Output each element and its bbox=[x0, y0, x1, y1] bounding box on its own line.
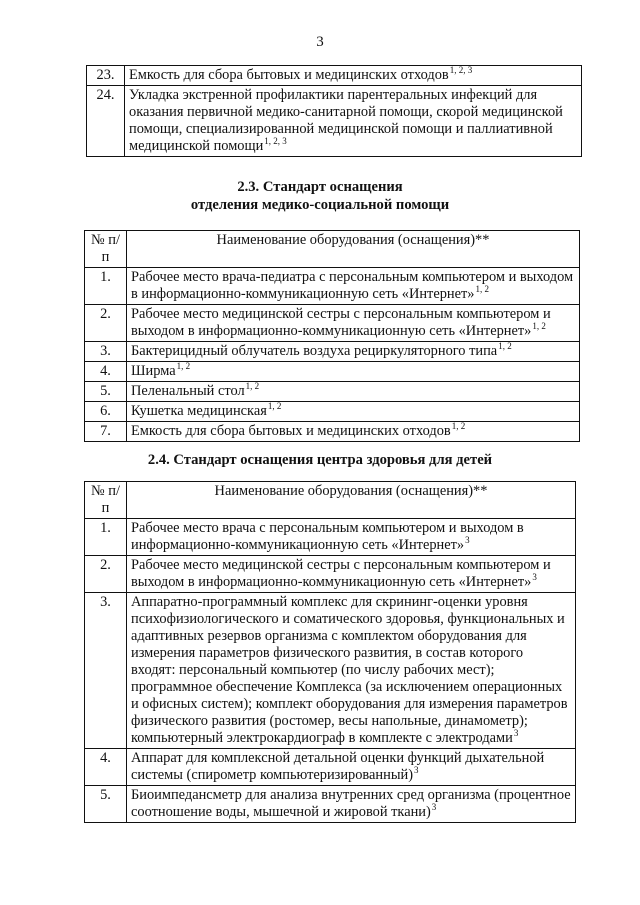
row-text: Рабочее место медицинской сестры с персональным компьютером и выходом в информационно-коммуникационную сеть «Интернет»$^{1, 2}$ bbox=[127, 305, 580, 342]
table-row bbox=[85, 556, 576, 593]
row-text: Емкость для сбора бытовых и медицинских отходов$^{1, 2, 3}$ bbox=[125, 66, 582, 86]
table-row bbox=[85, 382, 580, 402]
table-row bbox=[87, 66, 582, 86]
footnote-ref: 3 bbox=[431, 802, 437, 812]
table-row bbox=[85, 749, 576, 786]
section-2-3-title-line2: отделения медико-социальной помощи bbox=[190, 197, 450, 213]
row-number: 2. bbox=[85, 556, 127, 593]
row-number: 3. bbox=[85, 342, 127, 362]
row-number: 4. bbox=[85, 362, 127, 382]
table-header-row bbox=[85, 231, 580, 268]
footnote-ref: 1, 2 bbox=[267, 401, 282, 411]
footnote-ref: 1, 2 bbox=[451, 421, 466, 431]
table-header-row bbox=[85, 482, 576, 519]
footnote-ref: 3 bbox=[532, 572, 537, 582]
equipment-table-continuation bbox=[86, 65, 582, 157]
row-text: Ширма$^{1, 2}$ bbox=[127, 362, 580, 382]
section-2-4-title: 2.4. Стандарт оснащения центра здоровья для детей bbox=[147, 452, 493, 468]
row-text: Биоимпедансметр для анализа внутренних сред организма (процентное соотношение воды, мышечной и жировой ткани)$^3$ bbox=[127, 786, 576, 823]
row-text: Аппаратно-программный комплекс для скрининг-оценки уровня психофизиологического и соматического здоровья, функциональных и адаптивных резервов организма с комплектом оборудования для измерения параметров физического развития, в состав которого входят: персональный компьютер (по числу рабочих мест); программное обеспечение Комплекса (за исключением операционных и офисных систем); комплект оборудования для измерения параметров физического развития (ростомер, весы напольные, динамометр); компьютерный электрокардиограф в комплекте с электродами$^3$ bbox=[127, 593, 576, 749]
table-row bbox=[87, 86, 582, 157]
page-number: 3 bbox=[316, 34, 324, 50]
row-number: 4. bbox=[85, 749, 127, 786]
table-row bbox=[85, 305, 580, 342]
table-row bbox=[85, 422, 580, 442]
table-row bbox=[85, 362, 580, 382]
header-num: № п/п bbox=[85, 231, 127, 268]
equipment-table-2-3 bbox=[84, 230, 580, 442]
row-number: 1. bbox=[85, 519, 127, 556]
table-row bbox=[85, 519, 576, 556]
table-row bbox=[85, 786, 576, 823]
section-2-3-title-line1: 2.3. Стандарт оснащения bbox=[237, 179, 403, 195]
row-number: 2. bbox=[85, 305, 127, 342]
equipment-table-2-4 bbox=[84, 481, 576, 823]
table-row bbox=[85, 268, 580, 305]
row-number: 6. bbox=[85, 402, 127, 422]
header-num: № п/п bbox=[85, 482, 127, 519]
row-number: 1. bbox=[85, 268, 127, 305]
header-name: Наименование оборудования (оснащения)** bbox=[127, 231, 580, 268]
row-text: Аппарат для комплексной детальной оценки функций дыхательной системы (спирометр компьютеризированный)$^3$ bbox=[127, 749, 576, 786]
row-text: Рабочее место врача с персональным компьютером и выходом в информационно-коммуникационную сеть «Интернет»$^3$ bbox=[127, 519, 576, 556]
footnote-ref: 1, 2, 3 bbox=[264, 136, 287, 146]
footnote-ref: 1, 2 bbox=[498, 341, 512, 351]
row-number: 3. bbox=[85, 593, 127, 749]
row-text: Емкость для сбора бытовых и медицинских отходов$^{1, 2}$ bbox=[127, 422, 580, 442]
table-row bbox=[85, 593, 576, 749]
row-text: Кушетка медицинская$^{1, 2}$ bbox=[127, 402, 580, 422]
row-text: Укладка экстренной профилактики парентеральных инфекций для оказания первичной медико-санитарной помощи, скорой медицинской помощи, специализированной медицинской помощи и паллиативной медицинской помощи$^{1, 2, 3}$ bbox=[125, 86, 582, 157]
row-text: Бактерицидный облучатель воздуха рециркуляторного типа$^{1, 2}$ bbox=[127, 342, 580, 362]
table-row bbox=[85, 342, 580, 362]
footnote-ref: 3 bbox=[513, 728, 519, 738]
row-text: Пеленальный стол$^{1, 2}$ bbox=[127, 382, 580, 402]
footnote-ref: 1, 2 bbox=[245, 381, 260, 391]
row-text: Рабочее место врача-педиатра с персональным компьютером и выходом в информационно-коммуникационную сеть «Интернет»$^{1, 2}$ bbox=[127, 268, 580, 305]
row-number: 23. bbox=[87, 66, 125, 86]
footnote-ref: 3 bbox=[414, 765, 419, 775]
footnote-ref: 1, 2 bbox=[532, 321, 546, 331]
header-name: Наименование оборудования (оснащения)** bbox=[127, 482, 576, 519]
row-number: 7. bbox=[85, 422, 127, 442]
row-number: 24. bbox=[87, 86, 125, 157]
row-number: 5. bbox=[85, 382, 127, 402]
footnote-ref: 3 bbox=[465, 535, 470, 545]
footnote-ref: 1, 2 bbox=[475, 284, 490, 294]
footnote-ref: 1, 2 bbox=[176, 361, 191, 371]
table-row bbox=[85, 402, 580, 422]
footnote-ref: 1, 2, 3 bbox=[449, 65, 473, 75]
row-number: 5. bbox=[85, 786, 127, 823]
row-text: Рабочее место медицинской сестры с персональным компьютером и выходом в информационно-коммуникационную сеть «Интернет»$^3$ bbox=[127, 556, 576, 593]
